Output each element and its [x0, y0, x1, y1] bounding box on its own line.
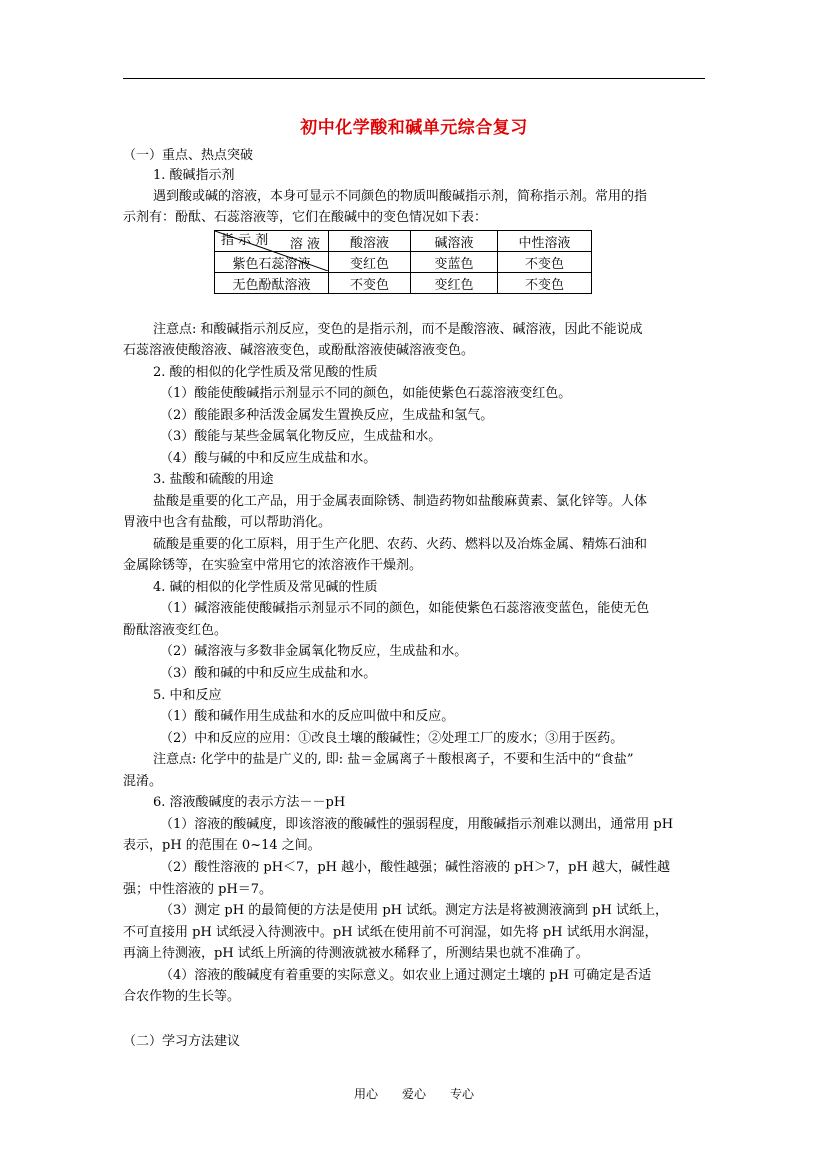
column-header: 中性溶液 — [498, 231, 592, 252]
table-corner-header — [215, 231, 329, 252]
list-item-continued: 不可直接用 pH 试纸浸入待测液中。pH 试纸在使用前不可润湿，如先将 pH 试纸用水润湿， — [123, 925, 658, 940]
list-item-continued: 酚酞溶液变红色。 — [123, 623, 228, 638]
note-line: 石蕊溶液使酸溶液、碱溶液变色，或酚酞溶液使碱溶液变色。 — [123, 343, 475, 358]
column-header: 酸溶液 — [329, 231, 411, 252]
list-item-continued: 合农作物的生长等。 — [123, 989, 241, 1004]
page-title: 初中化学酸和碱单元综合复习 — [300, 118, 528, 138]
paragraph-line: 硫酸是重要的化工原料，用于生产化肥、农药、火药、燃料以及冶炼金属、精炼石油和 — [153, 537, 648, 552]
table-cell: 不变色 — [498, 252, 592, 273]
list-item: （1）碱溶液能使酸碱指示剂显示不同的颜色，如能使紫色石蕊溶液变蓝色，能使无色 — [160, 601, 650, 616]
subsection-heading: 1. 酸碱指示剂 — [153, 168, 235, 183]
list-item: （2）酸性溶液的 pH＜7，pH 越小，酸性越强；碱性溶液的 pH＞7，pH 越大，碱性越 — [160, 860, 670, 875]
subsection-heading: 3. 盐酸和硫酸的用途 — [153, 472, 274, 487]
section-heading: （一）重点、热点突破 — [123, 148, 254, 163]
list-item: （3）测定 pH 的最简便的方法是使用 pH 试纸。测定方法是将被测液滴到 pH 试纸上， — [160, 903, 669, 918]
section-heading: （二）学习方法建议 — [123, 1034, 241, 1049]
list-item: （1）酸和碱作用生成盐和水的反应叫做中和反应。 — [160, 709, 455, 724]
list-item: （1）酸能使酸碱指示剂显示不同的颜色，如能使紫色石蕊溶液变红色。 — [160, 386, 572, 401]
paragraph-line: 胃液中也含有盐酸，可以帮助消化。 — [123, 515, 332, 530]
list-item: （1）溶液的酸碱度，即该溶液的酸碱性的强弱程度，用酸碱指示剂难以测出，通常用 pH — [160, 817, 674, 832]
header-rule — [123, 78, 705, 79]
note-line: 注意点: 和酸碱指示剂反应，变色的是指示剂，而不是酸溶液、碱溶液，因此不能说成 — [153, 322, 643, 337]
paragraph-line: 盐酸是重要的化工产品，用于金属表面除锈、制造药物如盐酸麻黄素、氯化锌等。人体 — [153, 494, 648, 509]
list-item-continued: 表示，pH 的范围在 0~14 之间。 — [123, 838, 321, 853]
table-cell: 变红色 — [329, 252, 411, 273]
table-cell: 变红色 — [411, 273, 498, 294]
list-item-continued: 再滴上待测液，pH 试纸上所滴的待测液就被水稀释了，所测结果也就不准确了。 — [123, 946, 589, 961]
table-cell: 不变色 — [329, 273, 411, 294]
list-item: （2）酸能跟多种活泼金属发生置换反应，生成盐和氢气。 — [160, 408, 494, 423]
paragraph-line: 金属除锈等，在实验室中常用它的浓溶液作干燥剂。 — [123, 558, 423, 573]
note-line: 注意点: 化学中的盐是广义的, 即: 盐＝金属离子＋酸根离子，不要和生活中的“食盐” — [153, 752, 634, 767]
list-item: （4）溶液的酸碱度有着重要的实际意义。如农业上通过测定土壤的 pH 可确定是否适 — [160, 968, 652, 983]
corner-label-solution: 溶 液 — [289, 237, 320, 252]
table-cell: 变蓝色 — [411, 252, 498, 273]
subsection-heading: 5. 中和反应 — [153, 688, 222, 703]
row-header: 无色酚酞溶液 — [215, 273, 329, 294]
list-item: （2）碱溶液与多数非金属氧化物反应，生成盐和水。 — [160, 644, 468, 659]
table-cell: 不变色 — [498, 273, 592, 294]
subsection-heading: 2. 酸的相似的化学性质及常见酸的性质 — [153, 365, 378, 380]
page-footer: 用心 爱心 专心 — [353, 1087, 474, 1101]
subsection-heading: 4. 碱的相似的化学性质及常见碱的性质 — [153, 580, 378, 595]
paragraph-line: 示剂有：酚酞、石蕊溶液等，它们在酸碱中的变色情况如下表： — [123, 210, 488, 225]
corner-label-indicator: 指 示 剂 — [221, 233, 269, 248]
list-item: （3）酸能与某些金属氧化物反应，生成盐和水。 — [160, 429, 442, 444]
list-item: （4）酸与碱的中和反应生成盐和水。 — [160, 451, 377, 466]
row-header: 紫色石蕊溶液 — [215, 252, 329, 273]
paragraph-line: 遇到酸或碱的溶液，本身可显示不同颜色的物质叫酸碱指示剂，简称指示剂。常用的指 — [153, 189, 648, 204]
subsection-heading: 6. 溶液酸碱度的表示方法－－pH — [153, 795, 346, 810]
indicator-table — [214, 230, 592, 294]
list-item: （2）中和反应的应用：①改良土壤的酸碱性；②处理工厂的废水；③用于医药。 — [160, 731, 624, 746]
note-line: 混淆。 — [123, 774, 163, 789]
column-header: 碱溶液 — [411, 231, 498, 252]
list-item-continued: 强；中性溶液的 pH＝7。 — [123, 882, 273, 897]
list-item: （3）酸和碱的中和反应生成盐和水。 — [160, 666, 377, 681]
table-row — [215, 273, 592, 294]
